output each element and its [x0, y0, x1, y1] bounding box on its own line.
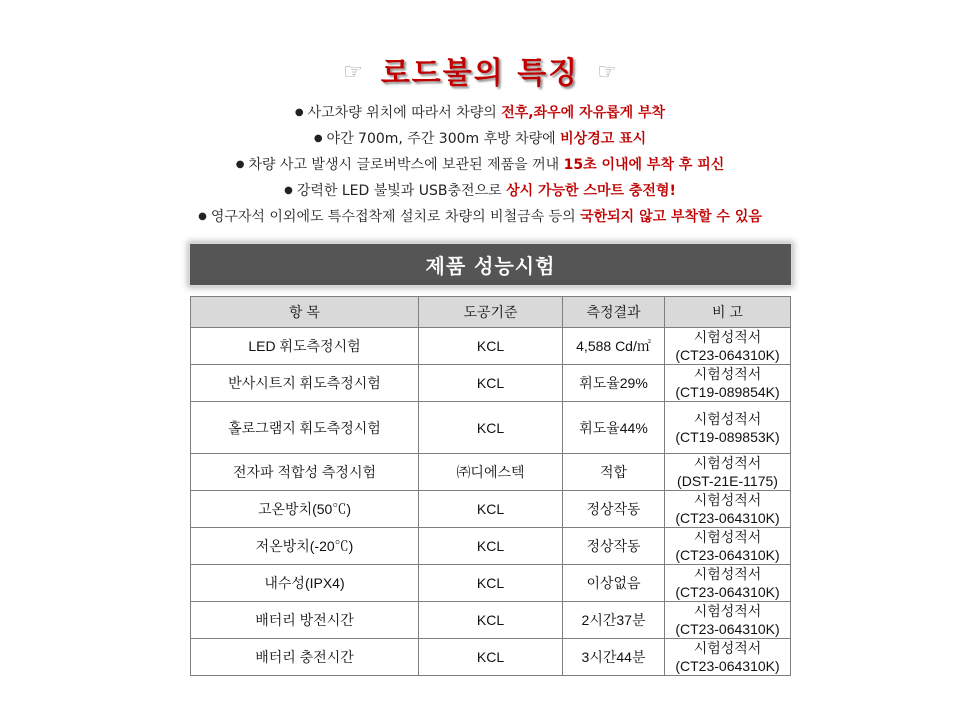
cell-note	[665, 402, 791, 454]
cell-item: 배터리 충전시간	[191, 639, 419, 676]
cell-standard: KCL	[419, 565, 563, 602]
cell-standard: ㈜디에스텍	[419, 454, 563, 491]
table-row	[191, 602, 791, 639]
note-code: (CT23-064310K)	[675, 347, 780, 363]
feature-text: 영구자석 이외에도 특수접착제 설치로 차량의 비철금속 등의	[210, 209, 581, 225]
note-code: (CT23-064310K)	[675, 621, 780, 637]
bullet-icon: ●	[313, 133, 323, 144]
cell-note	[665, 528, 791, 565]
note-label: 시험성적서	[693, 529, 762, 545]
cell-item: 내수성(IPX4)	[191, 565, 419, 602]
cell-standard: KCL	[419, 491, 563, 528]
feature-text: 강력한 LED 불빛과 USB충전으로	[296, 183, 507, 199]
feature-item	[0, 152, 960, 178]
note-code: (CT23-064310K)	[675, 510, 780, 526]
note-label: 시험성적서	[693, 640, 762, 656]
feature-text: 야간 700m, 주간 300m 후방 차량에	[326, 131, 561, 147]
note-label: 시험성적서	[693, 410, 762, 427]
cell-standard: KCL	[419, 402, 563, 454]
cell-result: 4,588 Cd/㎡	[563, 328, 665, 365]
cell-item: 고온방치(50℃)	[191, 491, 419, 528]
feature-highlight: 비상경고 표시	[560, 131, 647, 147]
cell-note	[665, 328, 791, 365]
note-label: 시험성적서	[693, 566, 762, 582]
bullet-icon: ●	[284, 185, 293, 196]
cell-standard: KCL	[419, 602, 563, 639]
table-row	[191, 402, 791, 454]
performance-test-table	[190, 296, 791, 676]
note-code: (CT23-064310K)	[675, 547, 780, 563]
note-label: 시험성적서	[693, 455, 762, 471]
table-row	[191, 365, 791, 402]
feature-item	[0, 178, 960, 204]
note-code: (CT19-089853K)	[675, 428, 780, 445]
cell-result: 적합	[563, 454, 665, 491]
cell-standard: KCL	[419, 528, 563, 565]
cell-item: 반사시트지 휘도측정시험	[191, 365, 419, 402]
feature-text: 사고차량 위치에 따라서 차량의	[307, 105, 502, 121]
cell-result: 이상없음	[563, 565, 665, 602]
feature-item	[0, 100, 960, 126]
note-code: (CT23-064310K)	[675, 584, 780, 600]
cell-result: 정상작동	[563, 491, 665, 528]
cell-note	[665, 454, 791, 491]
cell-result: 휘도율29%	[563, 365, 665, 402]
cell-note	[665, 602, 791, 639]
note-label: 시험성적서	[693, 366, 762, 382]
cell-standard: KCL	[419, 328, 563, 365]
table-row	[191, 454, 791, 491]
cell-note	[665, 565, 791, 602]
cell-item: 배터리 방전시간	[191, 602, 419, 639]
table-row	[191, 639, 791, 676]
cell-result: 정상작동	[563, 528, 665, 565]
cell-standard: KCL	[419, 639, 563, 676]
cell-result: 3시간44분	[563, 639, 665, 676]
cell-item: 전자파 적합성 측정시험	[191, 454, 419, 491]
column-header-note: 비 고	[665, 297, 791, 328]
pointing-hand-icon-left: ☞	[343, 59, 363, 85]
note-code: (CT19-089854K)	[675, 384, 780, 400]
page-title: 로드불의 특징	[380, 56, 580, 91]
column-header-item: 항 목	[191, 297, 419, 328]
cell-result: 휘도율44%	[563, 402, 665, 454]
cell-result: 2시간37분	[563, 602, 665, 639]
table-row	[191, 565, 791, 602]
feature-highlight: 전후,좌우에 자유롭게 부착	[501, 105, 666, 121]
feature-list	[0, 100, 960, 230]
note-label: 시험성적서	[693, 603, 762, 619]
cell-note	[665, 365, 791, 402]
note-code: (CT23-064310K)	[675, 658, 780, 674]
note-code: (DST-21E-1175)	[677, 473, 778, 489]
feature-highlight: 15초 이내에 부착 후 피신	[563, 157, 725, 173]
table-row	[191, 491, 791, 528]
cell-item: LED 휘도측정시험	[191, 328, 419, 365]
table-row	[191, 528, 791, 565]
note-label: 시험성적서	[693, 329, 762, 345]
table-header-row	[191, 297, 791, 328]
feature-text: 차량 사고 발생시 글로버박스에 보관된 제품을 꺼내	[248, 157, 564, 173]
cell-item: 홀로그램지 휘도측정시험	[191, 402, 419, 454]
column-header-standard: 도공기준	[419, 297, 563, 328]
section-banner: 제품 성능시험	[189, 243, 792, 286]
note-label: 시험성적서	[693, 492, 762, 508]
table-row	[191, 328, 791, 365]
column-header-result: 측정결과	[563, 297, 665, 328]
cell-note	[665, 491, 791, 528]
bullet-icon: ●	[235, 159, 245, 170]
bullet-icon: ●	[198, 211, 207, 222]
feature-item	[0, 126, 960, 152]
feature-highlight: 국한되지 않고 부착할 수 있음	[580, 209, 762, 225]
title-row	[0, 48, 960, 92]
feature-item	[0, 204, 960, 230]
pointing-hand-icon-right: ☞	[597, 59, 617, 85]
bullet-icon: ●	[294, 107, 304, 118]
cell-note	[665, 639, 791, 676]
cell-item: 저온방치(-20℃)	[191, 528, 419, 565]
cell-standard: KCL	[419, 365, 563, 402]
feature-highlight: 상시 가능한 스마트 충전형!	[506, 183, 676, 199]
